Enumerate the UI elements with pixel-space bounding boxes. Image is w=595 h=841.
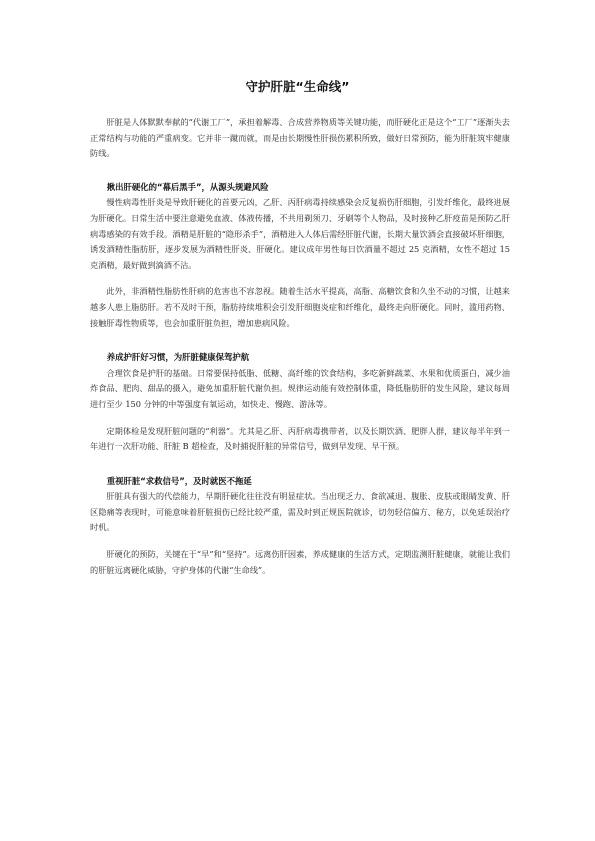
document-body xyxy=(90,115,510,578)
section-habits-paragraph-1: 合理饮食是护肝的基础。日常要保持低脂、低糖、高纤维的饮食结构，多吃新鲜蔬菜、水果和优质蛋白，减少油炸食品、肥肉、甜品的摄入，避免加重肝脏代谢负担。规律运动能有效控制体重，降低脂肪肝的发生风险，建议每周进行至少 150 分钟的中等强度有氧运动，如快走、慢跑、游泳等。 xyxy=(90,367,510,409)
document-title: 守护肝脏“生命线” xyxy=(245,79,350,94)
section-habits-paragraph-2: 定期体检是发现肝脏问题的“利器”。尤其是乙肝、丙肝病毒携带者，以及长期饮酒、肥胖人群，建议每半年到一年进行一次肝功能、肝脏 B 超检查，及时捕捉肝脏的异常信号，做到早发现、早干预。 xyxy=(90,425,510,452)
section-warning-signs-paragraph-1: 肝脏具有强大的代偿能力，早期肝硬化往往没有明显症状。当出现乏力、食欲减退、腹胀、皮肤或眼睛发黄、肝区隐痛等表现时，可能意味着肝脏损伤已经比较严重，需及时到正规医院就诊，切勿轻信偏方、秘方，以免延误治疗时机。 xyxy=(90,491,510,533)
section-heading-habits: 养成护肝好习惯，为肝脏健康保驾护航 xyxy=(106,352,250,363)
section-warning-signs-paragraph-2: 肝硬化的预防，关键在于“早”和“坚持”。远离伤肝因素，养成健康的生活方式，定期监测肝脏健康，就能让我们的肝脏远离硬化威胁，守护身体的代谢“生命线”。 xyxy=(90,549,510,575)
section-causes-paragraph-1: 慢性病毒性肝炎是导致肝硬化的首要元凶，乙肝、丙肝病毒持续感染会反复损伤肝细胞，引发纤维化，最终进展为肝硬化。日常生活中要注意避免血液、体液传播，不共用剃须刀、牙刷等个人物品，及时接种乙肝疫苗是预防乙肝病毒感染的有效手段。酒精是肝脏的“隐形杀手”，酒精进入人体后需经肝脏代谢，长期大量饮酒会直接破坏肝细胞，诱发酒精性脂肪肝，逐步发展为酒精性肝炎、肝硬化。建议成年男性每日饮酒量不超过 25 克酒精，女性不超过 15 克酒精，最好做到滴酒不沾。 xyxy=(90,197,510,270)
section-warning-signs xyxy=(90,474,510,579)
section-causes-paragraph-2: 此外，非酒精性脂肪性肝病的危害也不容忽视。随着生活水平提高，高脂、高糖饮食和久坐不动的习惯，让越来越多人患上脂肪肝。若不及时干预，脂肪持续堆积会引发肝细胞炎症和纤维化，最终走向肝硬化。同时，滥用药物、接触肝毒性物质等，也会加重肝脏负担，增加患病风险。 xyxy=(90,286,510,328)
section-causes xyxy=(90,180,510,331)
intro-paragraph: 肝脏是人体默默奉献的“代谢工厂”，承担着解毒、合成营养物质等关键功能，而肝硬化正是这个“工厂”逐渐失去正常结构与功能的严重病变。它并非一蹴而就，而是由长期慢性肝损伤累积所致，做好日常预防，能为肝脏筑牢健康防线。 xyxy=(90,117,510,159)
section-habits xyxy=(90,350,510,455)
section-heading-warning-signs: 重视肝脏“求救信号”，及时就医不拖延 xyxy=(106,475,252,486)
section-heading-causes: 揪出肝硬化的“幕后黑手”，从源头规避风险 xyxy=(106,181,269,192)
